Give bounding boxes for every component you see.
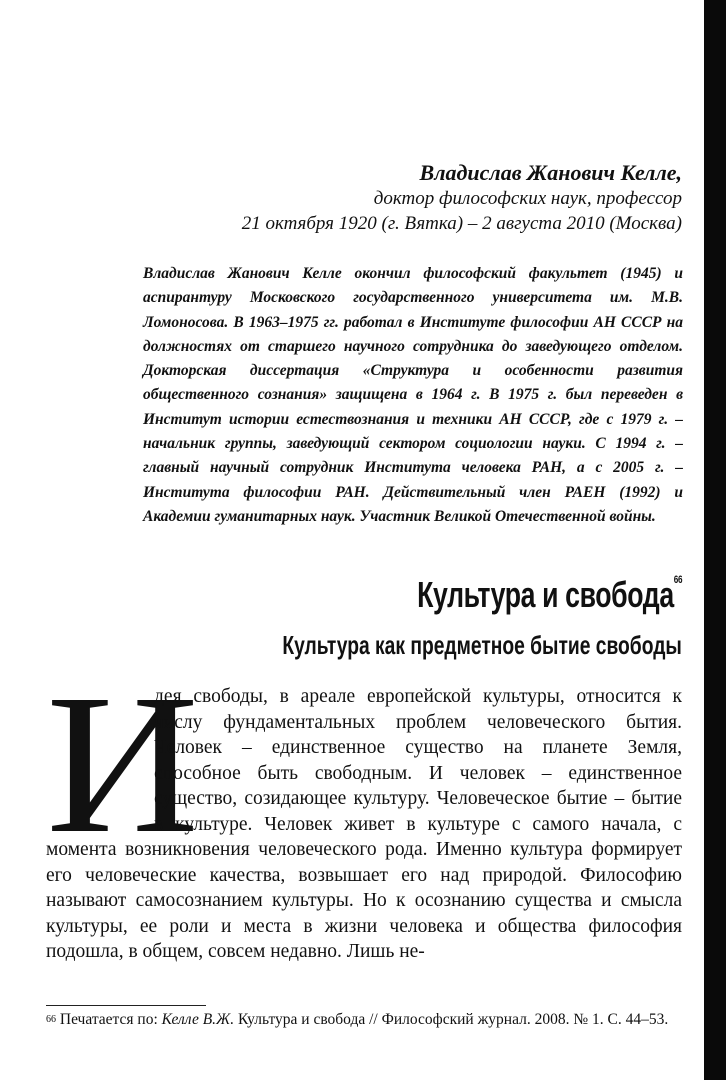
- footnote-number: 66: [46, 1014, 56, 1025]
- page-edge-bar: [704, 0, 726, 1080]
- author-dates: 21 октября 1920 (г. Вятка) – 2 августа 2010 (Москва): [241, 213, 682, 234]
- article-title: [417, 574, 682, 616]
- author-block: [242, 160, 682, 236]
- footnote-source: Культура и свобода // Философский журнал. 2008. № 1. С. 44–53.: [234, 1011, 669, 1028]
- footnote-rule: [46, 1005, 206, 1006]
- footnote: [46, 1010, 686, 1030]
- footnote-prefix: Печатается по:: [56, 1011, 162, 1028]
- body-paragraph: дея свободы, в ареале европейской культуры, относится к числу фундаментальных проблем человеческого бытия. Человек – единственное существо на планете Земля, способное быть свободным. И человек – единственное существо, созидающее культуру. Человеческое бытие – бытие в культуре. Человек живет в культуре с самого начала, с момента возникновения человеческого рода. Именно культура формирует его человеческие качества, возвышает его над природой. Философию называют самосознанием культуры. Но к осознанию существа и смысла культуры, ее роли и места в жизни человека и общества философия подошла, в общем, совсем недавно. Лишь не-: [46, 686, 682, 962]
- footnote-author: Келле В.Ж.: [161, 1011, 235, 1028]
- article-title-text: Культура и свобода: [416, 574, 674, 615]
- author-name: Владислав Жанович Келле,: [419, 160, 682, 185]
- author-bio: Владислав Жанович Келле окончил философский факультет (1945) и аспирантуру Московского государственного университета им. М.В. Ломоносова. В 1963–1975 гг. работал в Институте философии АН СССР на должностях от старшего научного сотрудника до заведующего отделом. Докторская диссертация «Структура и особенности развития общественного сознания» защищена в 1964 г. В 1975 г. был переведен в Институт истории естествознания и техники АН СССР, где с 1979 г. – начальник группы, заведующий сектором социологии науки. С 1994 г. – главный научный сотрудник Института человека РАН, а с 2005 г. – Института философии РАН. Действительный член РАЕН (1992) и Академии гуманитарных наук. Участник Великой Отечественной войны.: [143, 265, 683, 525]
- footnote-mark[interactable]: 66: [673, 574, 682, 586]
- drop-cap: И: [46, 654, 200, 875]
- section-title: Культура как предметное бытие свободы: [282, 630, 682, 660]
- author-title: доктор философских наук, профессор: [373, 188, 682, 209]
- body-text: [46, 684, 682, 965]
